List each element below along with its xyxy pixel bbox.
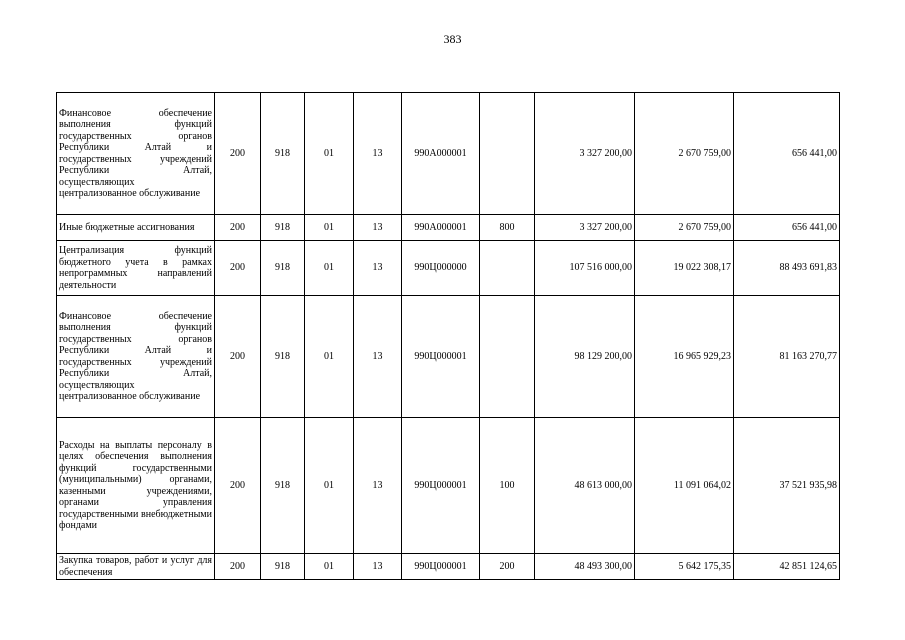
cell-sum-plan: 3 327 200,00 [535,93,635,215]
cell-sum-exec: 11 091 064,02 [635,418,734,554]
cell-target: 990Ц000000 [402,241,480,296]
cell-subsection: 13 [354,93,402,215]
cell-sum-rest: 656 441,00 [734,93,840,215]
cell-sum-rest: 42 851 124,65 [734,554,840,580]
cell-grbs: 918 [261,241,305,296]
cell-target: 990А000001 [402,93,480,215]
cell-target: 990Ц000001 [402,554,480,580]
cell-target: 990Ц000001 [402,418,480,554]
table-row [57,93,840,215]
table-row [57,215,840,241]
cell-subsection: 13 [354,215,402,241]
cell-grbs: 918 [261,554,305,580]
cell-sum-plan: 48 613 000,00 [535,418,635,554]
cell-subsection: 13 [354,554,402,580]
cell-sum-exec: 19 022 308,17 [635,241,734,296]
cell-sum-rest: 88 493 691,83 [734,241,840,296]
cell-subsection: 13 [354,241,402,296]
table-row [57,241,840,296]
cell-subsection: 13 [354,418,402,554]
cell-section: 01 [305,554,354,580]
cell-sum-rest: 37 521 935,98 [734,418,840,554]
cell-vr [480,296,535,418]
cell-admin: 200 [215,554,261,580]
cell-sum-exec: 2 670 759,00 [635,215,734,241]
cell-admin: 200 [215,215,261,241]
cell-section: 01 [305,241,354,296]
cell-admin: 200 [215,93,261,215]
row-name: Расходы на выплаты персоналу в целях обеспечения выполнения функций государственными (муниципальными) органами, казенными учреждениями, органами управления государственными внебюджетными фондами [57,418,215,554]
cell-sum-exec: 2 670 759,00 [635,93,734,215]
page-number: 383 [443,32,462,46]
row-name: Иные бюджетные ассигнования [57,215,215,241]
table-row [57,296,840,418]
cell-section: 01 [305,215,354,241]
cell-sum-plan: 98 129 200,00 [535,296,635,418]
row-name: Централизация функций бюджетного учета в рамках непрограммных направлений деятельности [57,241,215,296]
cell-section: 01 [305,296,354,418]
cell-sum-exec: 5 642 175,35 [635,554,734,580]
cell-sum-exec: 16 965 929,23 [635,296,734,418]
cell-vr: 100 [480,418,535,554]
cell-grbs: 918 [261,296,305,418]
cell-sum-rest: 81 163 270,77 [734,296,840,418]
cell-grbs: 918 [261,215,305,241]
cell-section: 01 [305,93,354,215]
cell-target: 990Ц000001 [402,296,480,418]
cell-vr [480,93,535,215]
cell-sum-plan: 107 516 000,00 [535,241,635,296]
cell-section: 01 [305,418,354,554]
row-name: Закупка товаров, работ и услуг для обеспечения [57,554,215,580]
budget-table [56,92,840,580]
cell-sum-plan: 48 493 300,00 [535,554,635,580]
cell-vr: 200 [480,554,535,580]
cell-sum-rest: 656 441,00 [734,215,840,241]
row-name: Финансовое обеспечение выполнения функций государственных органов Республики Алтай и государственных учреждений Республики Алтай, осуществляющих централизованное обслуживание [57,93,215,215]
table-row [57,418,840,554]
cell-vr [480,241,535,296]
cell-vr: 800 [480,215,535,241]
cell-sum-plan: 3 327 200,00 [535,215,635,241]
cell-grbs: 918 [261,418,305,554]
cell-admin: 200 [215,241,261,296]
cell-subsection: 13 [354,296,402,418]
cell-admin: 200 [215,296,261,418]
cell-target: 990А000001 [402,215,480,241]
cell-grbs: 918 [261,93,305,215]
cell-admin: 200 [215,418,261,554]
table-row [57,554,840,580]
row-name: Финансовое обеспечение выполнения функций государственных органов Республики Алтай и государственных учреждений Республики Алтай, осуществляющих централизованное обслуживание [57,296,215,418]
